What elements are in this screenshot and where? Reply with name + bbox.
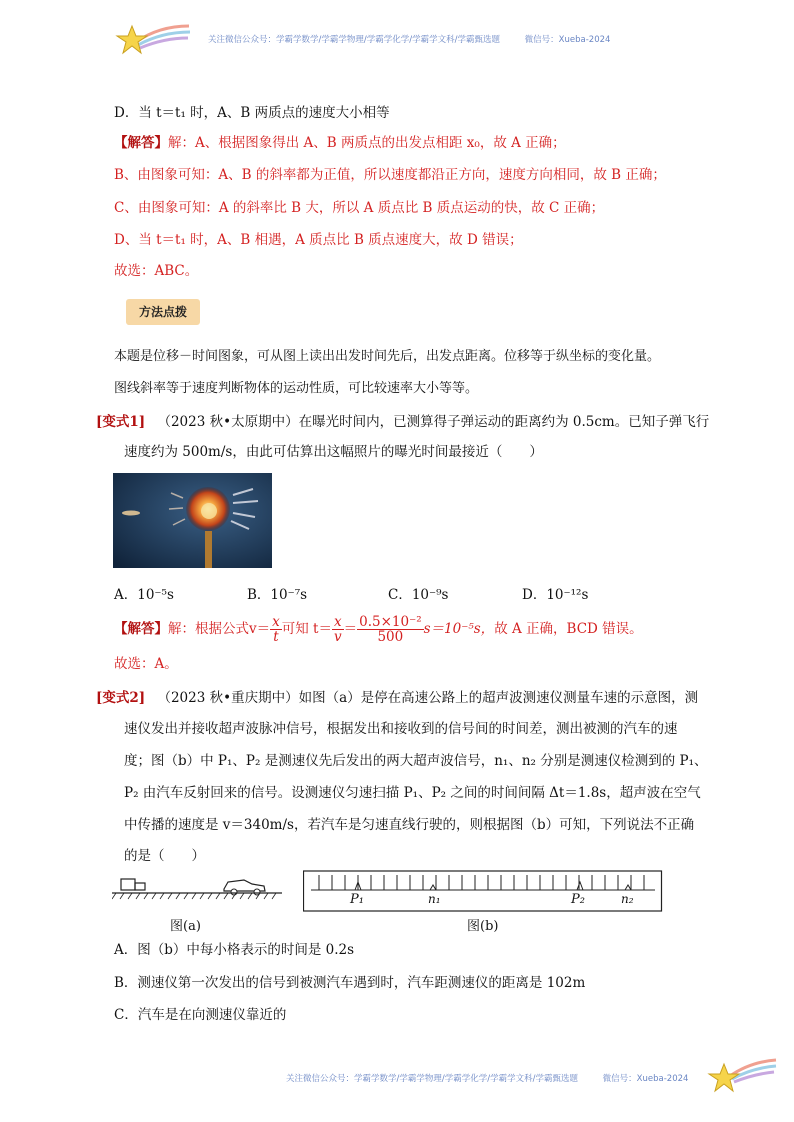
variant2-option-b: B．测速仪第一次发出的信号到被测汽车遇到时，汽车距测速仪的距离是 102m — [114, 975, 586, 991]
variant1-option-c: C．10⁻⁹s — [388, 587, 449, 603]
p2-label: P₂ — [571, 892, 585, 907]
answer-choice: 故选：ABC。 — [114, 263, 199, 279]
answer-text-1: 解：A、根据图象得出 A、B 两质点的出发点相距 x₀，故 A 正确； — [168, 135, 566, 151]
answer-formula-result: s＝10⁻⁵s， — [423, 621, 495, 637]
fraction-x-v — [332, 615, 344, 644]
footer-text — [286, 1072, 688, 1084]
answer-formula-mid2: ＝ — [343, 621, 358, 637]
fraction-value — [357, 615, 424, 644]
answer-tag: 【解答】 — [114, 135, 168, 151]
figure-a-label: 图(a) — [170, 919, 201, 934]
answer-formula-mid1: 可知 t＝ — [281, 621, 332, 637]
method-badge: 方法点拨 — [126, 299, 200, 325]
variant1-text-1: （2023 秋•太原期中）在曝光时间内，已测算得子弹运动的距离约为 0.5cm。已知子弹飞行 — [157, 414, 710, 430]
answer-line-1 — [114, 134, 566, 152]
header-text — [208, 33, 610, 45]
variant2-line-5: 中传播的速度是 v＝340m/s，若汽车是匀速直线行驶的，则根据图（b）可知，下列说法不正确 — [124, 817, 695, 833]
variant1-answer — [114, 612, 643, 646]
figure-b-label: 图(b) — [467, 919, 499, 934]
frac1-den: t — [273, 629, 279, 645]
variant1-line-1 — [96, 413, 709, 431]
variant2-line-6: 的是（ ） — [124, 848, 205, 864]
variant2-line-1 — [96, 689, 698, 707]
variant2-line-2: 速仪发出并接收超声波脉冲信号，根据发出和接收到的信号间的时间差，测出被测的汽车的速 — [124, 721, 678, 737]
variant2-option-a: A．图（b）中每小格表示的时间是 0.2s — [114, 942, 355, 958]
footer-star-logo-icon — [706, 1056, 778, 1096]
n1-label: n₁ — [428, 892, 441, 906]
variant1-option-b: B．10⁻⁷s — [247, 587, 308, 603]
variant1-option-d: D．10⁻¹²s — [522, 587, 589, 603]
frac2-den: v — [333, 629, 342, 645]
bullet-photo — [113, 473, 272, 568]
figure-a-diagram — [112, 872, 284, 904]
answer-formula-pre: 解：根据公式v＝ — [168, 621, 271, 637]
method-line-2: 图线斜率等于速度判断物体的运动性质，可比较速率大小等等。 — [114, 381, 479, 396]
option-d: D．当 t＝t₁ 时，A、B 两质点的速度大小相等 — [114, 105, 390, 121]
variant1-line-2: 速度约为 500m/s，由此可估算出这幅照片的曝光时间最接近（ ） — [124, 444, 543, 460]
footer-wechat: 微信号：Xueba-2024 — [602, 1074, 689, 1084]
variant1-option-a: A．10⁻⁵s — [114, 587, 174, 603]
variant2-line-4: P₂ 由汽车反射回来的信号。设测速仪匀速扫描 P₁、P₂ 之间的时间间隔 Δt＝1.8s，超声波在空气 — [124, 785, 701, 801]
variant1-tag: [变式1] — [96, 414, 146, 430]
fraction-x-t — [270, 615, 282, 644]
answer-formula-post: 故 A 正确，BCD 错误。 — [494, 621, 643, 637]
answer-line-3: C、由图象可知：A 的斜率比 B 大，所以 A 质点比 B 质点运动的快，故 C 正确； — [114, 200, 605, 216]
frac1-num: x — [272, 614, 280, 630]
footer-subscribe: 关注微信公众号：学霸学数学/学霸学物理/学霸学化学/学霸学文科/学霸甄选题 — [286, 1074, 578, 1084]
n2-label: n₂ — [621, 892, 634, 906]
header-subscribe: 关注微信公众号：学霸学数学/学霸学物理/学霸学化学/学霸学文科/学霸甄选题 — [208, 35, 500, 45]
variant2-line-3: 度；图（b）中 P₁、P₂ 是测速仪先后发出的两大超声波信号，n₁、n₂ 分别是测速仪检测到的 P₁、 — [124, 753, 708, 769]
method-line-1: 本题是位移－时间图象，可从图上读出出发时间先后，出发点距离。位移等于纵坐标的变化量。 — [114, 349, 661, 364]
frac3-num: 0.5×10⁻² — [359, 614, 422, 630]
frac3-den: 500 — [377, 629, 404, 645]
variant2-text-1: （2023 秋•重庆期中）如图（a）是停在高速公路上的超声波测速仪测量车速的示意图，测 — [157, 690, 699, 706]
answer-line-2: B、由图象可知：A、B 的斜率都为正值，所以速度都沿正方向，速度方向相同，故 B 正确； — [114, 167, 666, 183]
answer-line-4: D、当 t＝t₁ 时，A、B 相遇，A 质点比 B 质点速度大，故 D 错误； — [114, 232, 523, 248]
variant2-option-c: C．汽车是在向测速仪靠近的 — [114, 1007, 287, 1023]
variant1-answer-tag: 【解答】 — [114, 621, 168, 637]
variant1-choice: 故选：A。 — [114, 656, 178, 672]
header-wechat: 微信号：Xueba-2024 — [524, 35, 611, 45]
p1-label: P₁ — [350, 892, 364, 907]
star-logo-icon — [114, 20, 194, 60]
variant2-tag: [变式2] — [96, 690, 146, 706]
frac2-num: x — [333, 614, 342, 630]
